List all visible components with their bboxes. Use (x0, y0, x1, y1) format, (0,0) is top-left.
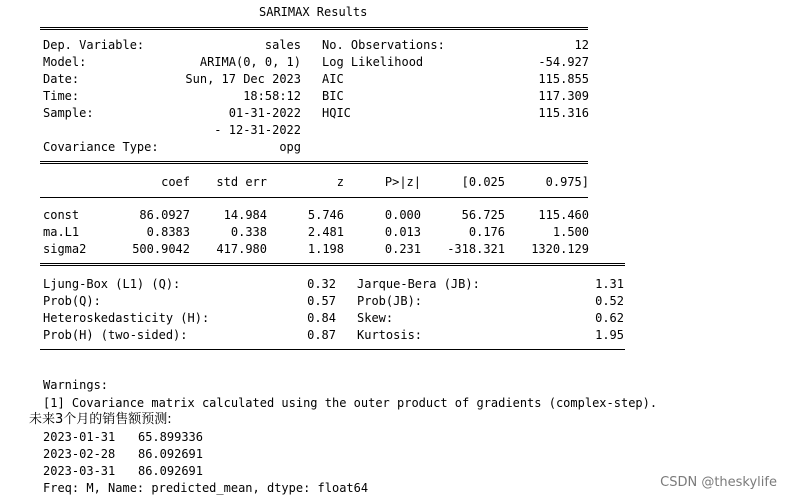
table-cell: 0.231 (384, 242, 421, 256)
prob-jb-label: Prob(JB): (357, 294, 423, 308)
table-cell: 2.481 (307, 225, 344, 239)
prob-jb-value: 0.52 (595, 294, 624, 308)
skew-value: 0.62 (595, 311, 624, 325)
forecast-heading: 未来3个月的销售额预测: (29, 412, 172, 427)
forecast-date: 2023-03-31 (43, 464, 116, 478)
table-cell: 0.338 (230, 225, 267, 239)
table-cell: 0.176 (468, 225, 505, 239)
warnings-title: Warnings: (43, 378, 109, 392)
std-err-header: std err (216, 175, 267, 189)
table-cell: 0.013 (384, 225, 421, 239)
summary-title: SARIMAX Results (259, 5, 368, 19)
model-label: Model: (43, 55, 87, 69)
hqic-value: 115.316 (538, 106, 589, 120)
top-rule-1 (40, 27, 588, 28)
bic-value: 117.309 (538, 89, 589, 103)
diag-rule-1 (40, 263, 625, 264)
forecast-value: 86.092691 (137, 447, 203, 461)
table-row-name: const (43, 208, 80, 222)
hqic-label: HQIC (322, 106, 351, 120)
table-cell: 56.725 (461, 208, 505, 222)
table-cell: 115.460 (538, 208, 589, 222)
table-cell: 86.0927 (139, 208, 190, 222)
prob-h-value: 0.87 (307, 328, 336, 342)
forecast-value: 86.092691 (137, 464, 203, 478)
forecast-date: 2023-01-31 (43, 430, 116, 444)
kurtosis-label: Kurtosis: (357, 328, 423, 342)
jarque-bera-label: Jarque-Bera (JB): (357, 277, 480, 291)
no-observations-value: 12 (574, 38, 589, 52)
skew-label: Skew: (357, 311, 394, 325)
coef-rule-1 (40, 161, 588, 162)
table-row-name: sigma2 (43, 242, 87, 256)
table-cell: 1320.129 (531, 242, 589, 256)
forecast-footer: Freq: M, Name: predicted_mean, dtype: float64 (43, 481, 369, 495)
table-cell: -318.321 (447, 242, 505, 256)
diag-rule-3 (40, 349, 625, 350)
table-row-name: ma.L1 (43, 225, 80, 239)
table-cell: 0.000 (384, 208, 421, 222)
table-cell: 0.8383 (146, 225, 190, 239)
ljung-box-value: 0.32 (307, 277, 336, 291)
table-cell: 417.980 (216, 242, 267, 256)
coef-header: coef (161, 175, 190, 189)
time-value: 18:58:12 (243, 89, 301, 103)
coef-rule-2 (40, 163, 588, 164)
table-cell: 500.9042 (132, 242, 190, 256)
sample-start-value: 01-31-2022 (228, 106, 301, 120)
sample-end-value: - 12-31-2022 (214, 123, 301, 137)
bic-label: BIC (322, 89, 344, 103)
z-header: z (336, 175, 344, 189)
time-label: Time: (43, 89, 80, 103)
no-observations-label: No. Observations: (322, 38, 445, 52)
ljung-box-label: Ljung-Box (L1) (Q): (43, 277, 181, 291)
coef-header-rule (40, 197, 588, 198)
prob-h-label: Prob(H) (two-sided): (43, 328, 188, 342)
covariance-type-value: opg (279, 140, 301, 154)
covariance-type-label: Covariance Type: (43, 140, 159, 154)
log-likelihood-label: Log Likelihood (322, 55, 424, 69)
log-likelihood-value: -54.927 (538, 55, 589, 69)
top-rule-2 (40, 29, 588, 30)
forecast-value: 65.899336 (137, 430, 203, 444)
prob-q-label: Prob(Q): (43, 294, 101, 308)
jarque-bera-value: 1.31 (595, 277, 624, 291)
model-value: ARIMA(0, 0, 1) (199, 55, 301, 69)
aic-label: AIC (322, 72, 344, 86)
date-value: Sun, 17 Dec 2023 (185, 72, 301, 86)
forecast-date: 2023-02-28 (43, 447, 116, 461)
p-value-header: P>|z| (384, 175, 421, 189)
table-cell: 1.500 (552, 225, 589, 239)
ci-lower-header: [0.025 (461, 175, 505, 189)
kurtosis-value: 1.95 (595, 328, 624, 342)
date-label: Date: (43, 72, 80, 86)
diag-rule-2 (40, 265, 625, 266)
dep-variable-value: sales (264, 38, 301, 52)
warning-item: [1] Covariance matrix calculated using the outer product of gradients (complex-step). (43, 396, 658, 410)
csdn-watermark: CSDN @theskylife (660, 475, 777, 490)
heteroskedasticity-label: Heteroskedasticity (H): (43, 311, 210, 325)
table-cell: 1.198 (307, 242, 344, 256)
dep-variable-label: Dep. Variable: (43, 38, 145, 52)
table-cell: 5.746 (307, 208, 344, 222)
heteroskedasticity-value: 0.84 (307, 311, 336, 325)
ci-upper-header: 0.975] (545, 175, 589, 189)
sample-label: Sample: (43, 106, 94, 120)
table-cell: 14.984 (223, 208, 267, 222)
aic-value: 115.855 (538, 72, 589, 86)
prob-q-value: 0.57 (307, 294, 336, 308)
